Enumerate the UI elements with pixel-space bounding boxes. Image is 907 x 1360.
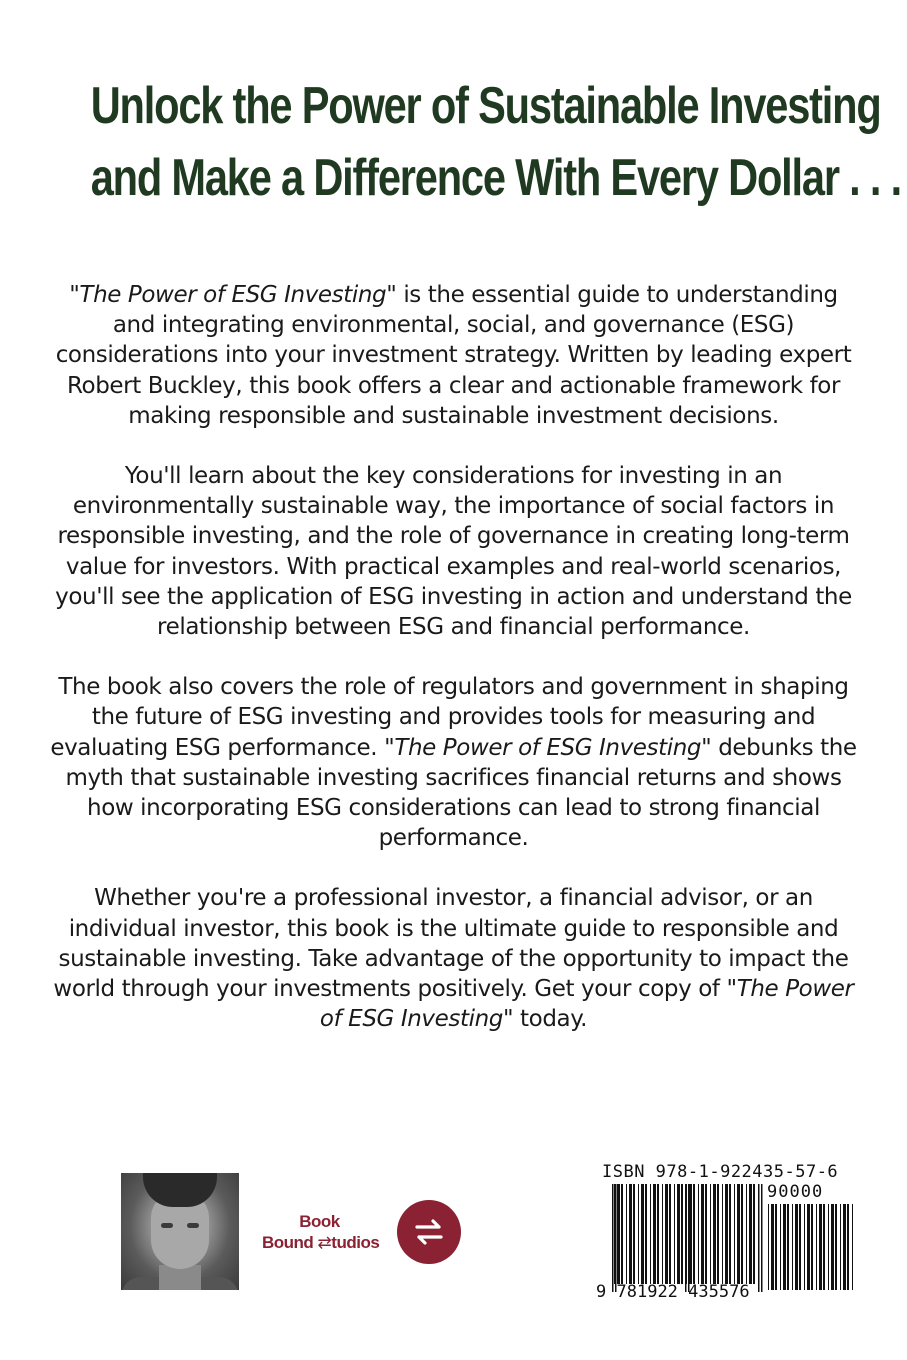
publisher-emblem xyxy=(397,1200,461,1264)
swap-arrows-icon: ⇄ xyxy=(317,1233,332,1252)
publisher-name-line-1: Book xyxy=(299,1212,340,1231)
book-title: "The Power of ESG Investing" xyxy=(384,734,712,761)
paragraph-2: You'll learn about the key considerations for investing in an environmentally sustainable way, the importance of social factors in responsible investing, and the role of governance in creating long-term value for investors. With practical examples and real-world scenarios, you'll see the application of ESG investing in action and understand the relationship between ESG and financial performance. xyxy=(55,463,852,641)
paragraph-3-text-b: debunks the myth that sustainable investing sacrifices financial returns and shows how incorporating ESG considerations can lead to strong financial performance. xyxy=(65,734,857,852)
paragraph-4-text-a: Whether you're a professional investor, a financial advisor, or an individual investor, this book is the ultimate guide to responsible and sustainable investing. Take advantage of the opportunity to impact the world through your investments positively. Get your copy of xyxy=(53,885,849,1003)
headline xyxy=(90,70,901,214)
publisher-name-line-2: Bound ⇄tudios xyxy=(262,1233,380,1252)
swap-arrows-icon xyxy=(409,1212,449,1252)
ean-digits: 9 781922 435576 xyxy=(596,1282,750,1302)
paragraph-3 xyxy=(50,672,857,853)
isbn-number: ISBN 978-1-922435-57-6 xyxy=(602,1162,839,1182)
book-title: "The Power of ESG Investing" xyxy=(319,976,854,1033)
paragraph-3-text-a: The book also covers the role of regulators and government in shaping the future of ESG investing and provides tools for measuring and evaluating ESG performance. xyxy=(50,674,849,761)
headline-line-1: Unlock the Power of Sustainable Investing xyxy=(90,77,881,135)
publisher-logo xyxy=(262,1211,380,1253)
paragraph-1-text: is the essential guide to understanding and integrating environmental, social, and governance (ESG) considerations into your investment strategy. Written by leading expert Robert Buckley, this book offers a clear and actionable framework for making responsible and sustainable investment decisions. xyxy=(55,282,852,429)
paragraph-1 xyxy=(50,280,857,431)
author-photo xyxy=(121,1173,239,1290)
headline-line-2: and Make a Difference With Every Dollar . . . xyxy=(90,149,901,207)
book-title: "The Power of ESG Investing" xyxy=(69,282,397,308)
isbn-barcode xyxy=(592,1160,858,1308)
paragraph-4-text-b: today. xyxy=(513,1006,588,1033)
price-addon: 90000 xyxy=(767,1182,824,1202)
paragraph-4 xyxy=(50,883,857,1034)
description xyxy=(50,280,857,1064)
